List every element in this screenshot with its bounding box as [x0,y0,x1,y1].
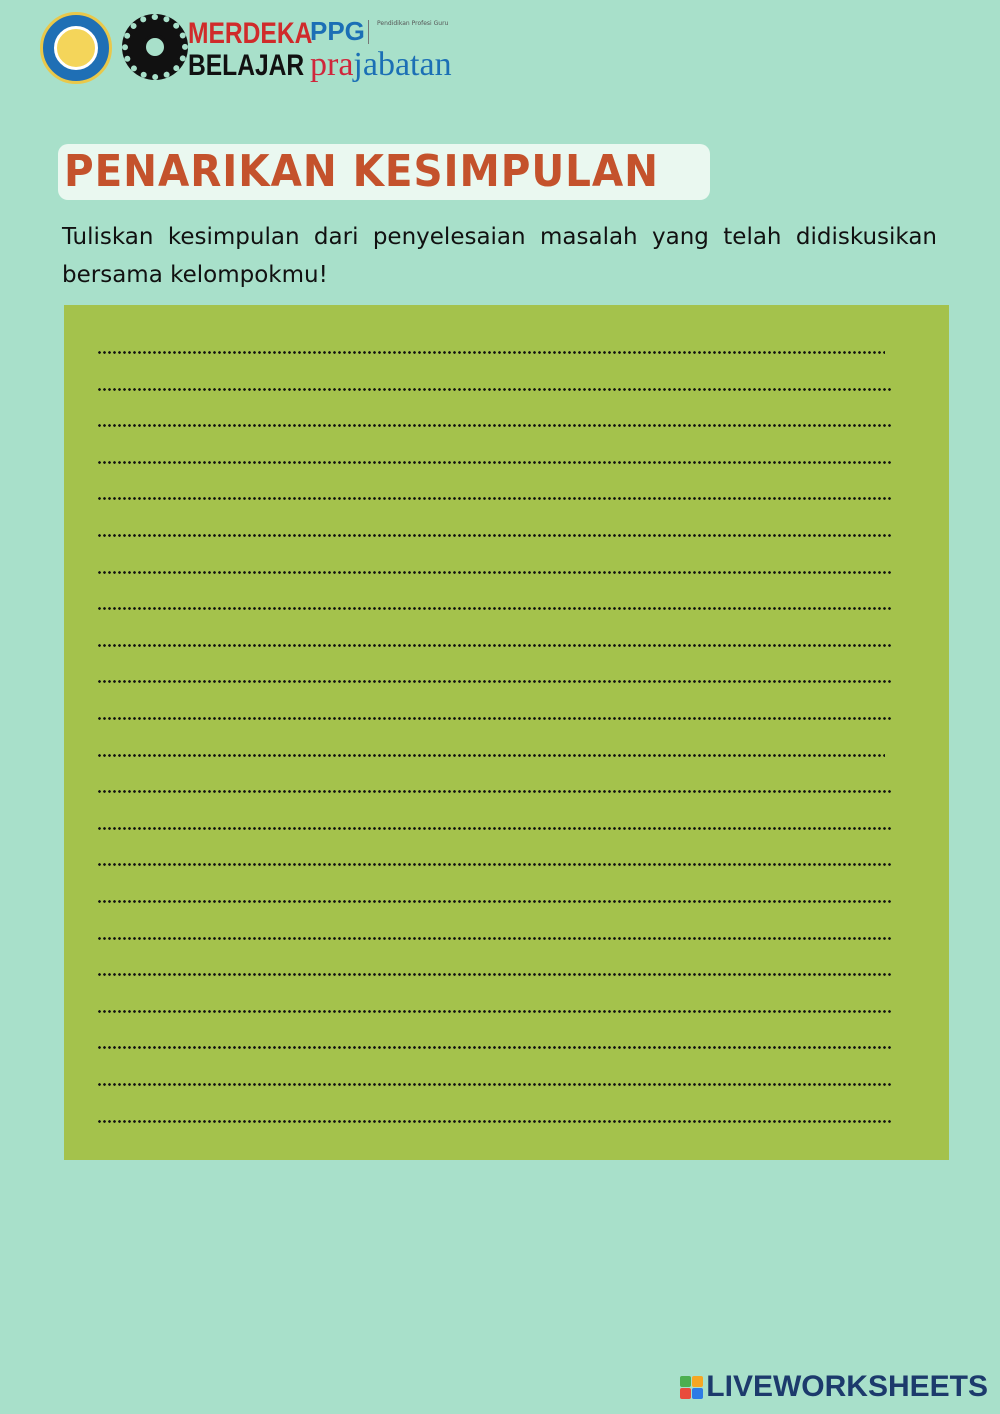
prajabatan-logo: prajabatan [310,46,452,83]
answer-line[interactable] [97,351,885,354]
answer-line[interactable] [97,827,892,830]
answer-line[interactable] [97,863,892,866]
ppg-label: PPG [310,16,365,46]
answer-line[interactable] [97,534,892,537]
answer-line[interactable] [97,790,892,793]
answer-line[interactable] [97,680,892,683]
answer-line[interactable] [97,497,892,500]
tut-wuri-handayani-logo [40,12,112,84]
answer-line[interactable] [97,973,892,976]
answer-line[interactable] [97,607,892,610]
answer-line[interactable] [97,388,892,391]
header [40,10,500,90]
instruction-text: Tuliskan kesimpulan dari penyelesaian masalah yang telah didiskusikan bersama kelompokmu! [62,224,937,288]
answer-line[interactable] [97,717,892,720]
answer-line[interactable] [97,937,892,940]
ppg-subtitle: Pendidikan Profesi Guru [368,20,448,44]
answer-line[interactable] [97,1046,892,1049]
answer-box[interactable] [64,305,949,1160]
answer-line[interactable] [97,571,892,574]
liveworksheets-icon [680,1376,703,1399]
liveworksheets-brand: LIVEWORKSHEETS [706,1370,988,1403]
answer-line[interactable] [97,461,892,464]
answer-line[interactable] [97,900,892,903]
merdeka-belajar-logo: MERDEKA BELAJAR [188,17,313,82]
unm-logo [122,14,188,80]
answer-line[interactable] [97,754,885,757]
answer-line[interactable] [97,1010,892,1013]
page-title: PENARIKAN KESIMPULAN [58,144,710,200]
answer-line[interactable] [97,424,892,427]
answer-line[interactable] [97,644,892,647]
answer-line[interactable] [97,1083,892,1086]
answer-line[interactable] [97,1120,892,1123]
liveworksheets-footer [680,1370,988,1404]
